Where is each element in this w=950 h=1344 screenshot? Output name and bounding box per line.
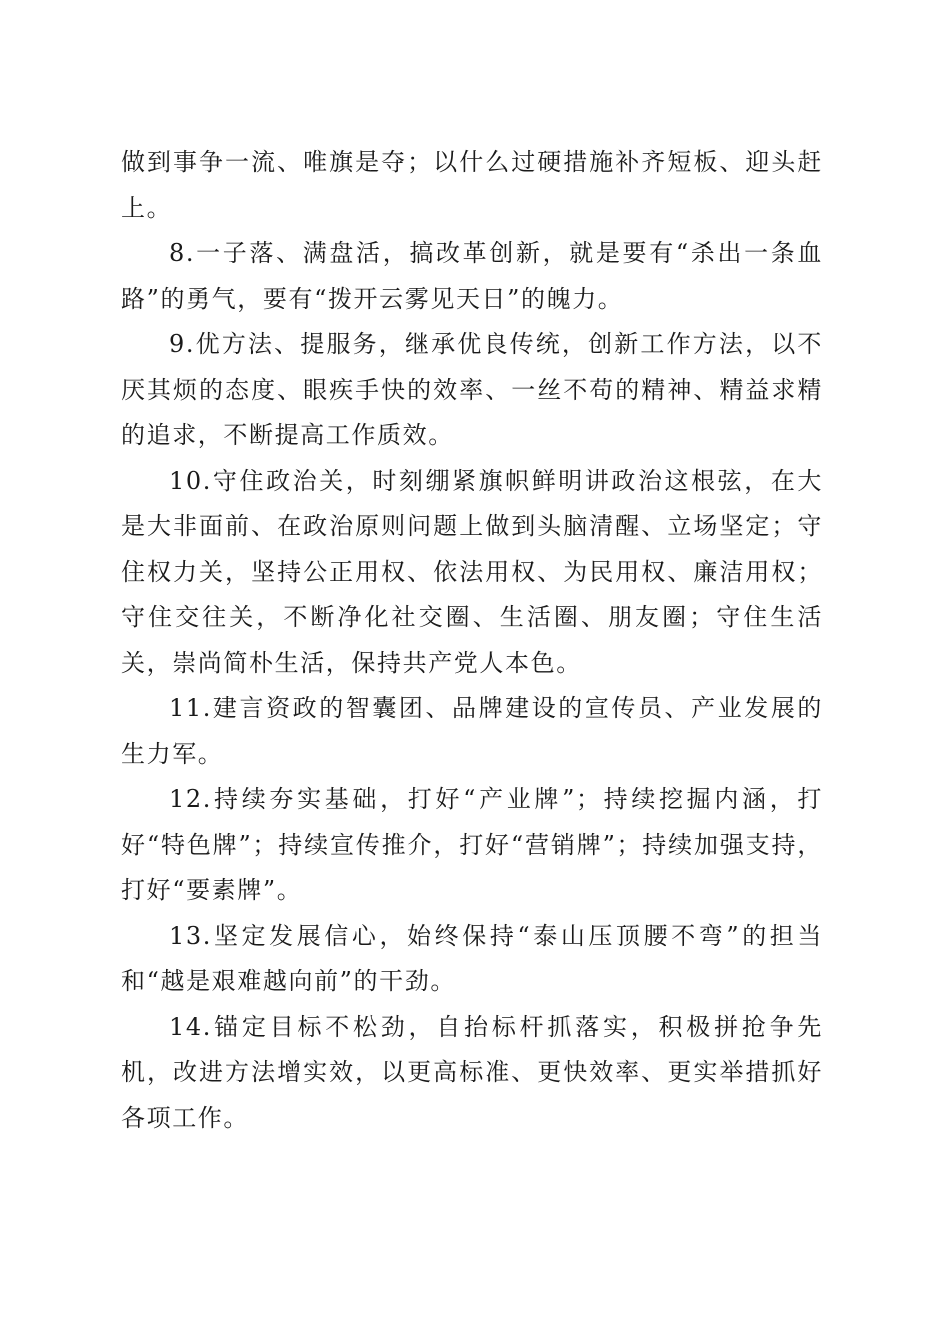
paragraph-item-13: 13.坚定发展信心，始终保持“泰山压顶腰不弯”的担当和“越是艰难越向前”的干劲。	[121, 921, 823, 995]
paragraph-item-9: 9.优方法、提服务，继承优良传统，创新工作方法，以不厌其烦的态度、眼疾手快的效率、一丝不苟的精神、精益求精的追求，不断提高工作质效。	[121, 330, 823, 449]
paragraph-item-10: 10.守住政治关，时刻绷紧旗帜鲜明讲政治这根弦，在大是大非面前、在政治原则问题上做到头脑清醒、立场坚定；守住权力关，坚持公正用权、依法用权、为民用权、廉洁用权；守住交往关，不断净化社交圈、生活圈、朋友圈；守住生活关，崇尚简朴生活，保持共产党人本色。	[121, 466, 823, 677]
paragraph-item-8: 8.一子落、满盘活，搞改革创新，就是要有“杀出一条血路”的勇气，要有“拨开云雾见天日”的魄力。	[121, 239, 823, 313]
paragraph-item-14: 14.锚定目标不松劲，自抬标杆抓落实，积极拼抢争先机，改进方法增实效，以更高标准、更快效率、更实举措抓好各项工作。	[121, 1012, 823, 1132]
paragraph-item-11: 11.建言资政的智囊团、品牌建设的宣传员、产业发展的生力军。	[121, 694, 823, 768]
paragraph-item-12: 12.持续夯实基础，打好“产业牌”；持续挖掘内涵，打好“特色牌”；持续宣传推介，打好“营销牌”；持续加强支持，打好“要素牌”。	[121, 785, 823, 904]
document-body	[121, 140, 823, 1141]
paragraph-continuation: 做到事争一流、唯旗是夺；以什么过硬措施补齐短板、迎头赶上。	[121, 148, 823, 222]
